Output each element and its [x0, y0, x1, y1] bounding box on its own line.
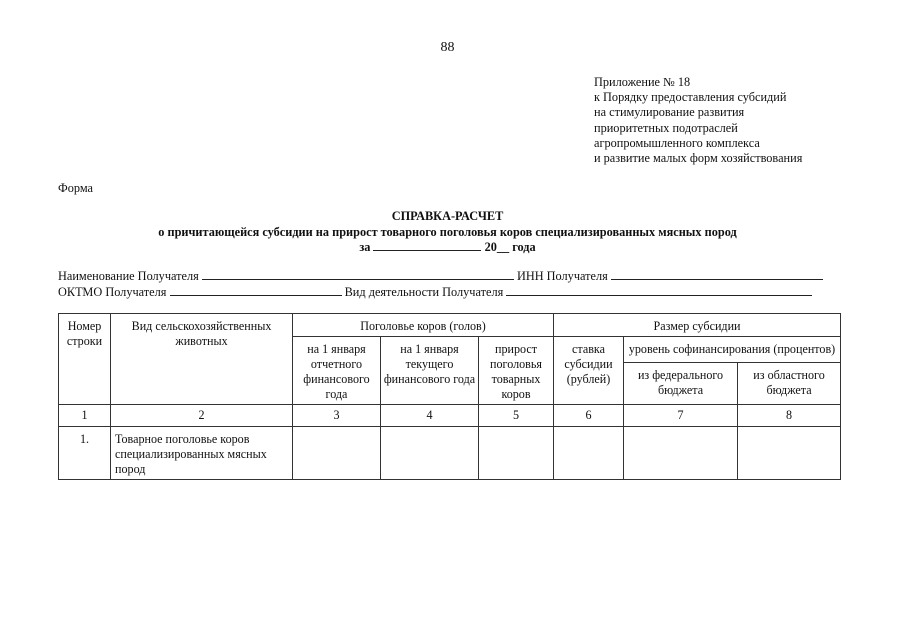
appendix-line: на стимулирование развития — [594, 105, 745, 120]
appendix-line: и развитие малых форм хозяйствования — [594, 151, 803, 166]
page-number: 88 — [440, 40, 455, 55]
federal-cell[interactable] — [624, 427, 738, 480]
header-federal: из федерального бюджета — [624, 362, 738, 404]
title-heading: СПРАВКА-РАСЧЕТ — [391, 209, 504, 223]
header-animal-type: Вид сельскохозяйственных животных — [111, 314, 293, 405]
table-row — [59, 427, 841, 480]
recipient-row — [58, 269, 823, 284]
header-growth: прирост поголовья товарных коров — [479, 337, 554, 405]
column-number: 4 — [381, 405, 479, 427]
calculation-table — [58, 313, 841, 480]
appendix-line: агропромышленного комплекса — [594, 135, 760, 150]
activity-blank[interactable] — [506, 285, 812, 296]
rate-cell[interactable] — [554, 427, 624, 480]
header-row-number: Номер строки — [59, 314, 111, 405]
appendix-line: приоритетных подотраслей — [594, 120, 738, 135]
column-number: 5 — [479, 405, 554, 427]
animal-type-cell: Товарное поголовье коров специализированных мясных пород — [111, 427, 293, 480]
period-year: 20__ года — [484, 240, 536, 254]
column-number: 1 — [59, 405, 111, 427]
oktmo-blank[interactable] — [170, 285, 342, 296]
header-regional: из областного бюджета — [738, 362, 841, 404]
header-livestock-group: Поголовье коров (голов) — [293, 314, 554, 337]
form-label: Форма — [58, 181, 93, 195]
header-rate: ставка субсидии (рублей) — [554, 337, 624, 405]
appendix-line: к Порядку предоставления субсидий — [594, 90, 787, 105]
column-number: 6 — [554, 405, 624, 427]
header-jan1-current: на 1 января текущего финансового года — [381, 337, 479, 405]
recipient-name-label: Наименование Получателя — [58, 269, 199, 283]
column-number: 2 — [111, 405, 293, 427]
period-blank[interactable] — [373, 240, 481, 251]
appendix-note — [594, 75, 802, 166]
title-period — [0, 240, 895, 256]
appendix-line: Приложение № 18 — [594, 75, 691, 89]
inn-blank[interactable] — [611, 269, 823, 280]
activity-label: Вид деятельности Получателя — [344, 285, 504, 299]
jan1-current-cell[interactable] — [381, 427, 479, 480]
inn-label: ИНН Получателя — [516, 269, 608, 283]
column-number: 7 — [624, 405, 738, 427]
column-number: 8 — [738, 405, 841, 427]
document-title — [0, 209, 895, 256]
recipient-name-blank[interactable] — [202, 269, 514, 280]
row-number-cell: 1. — [59, 427, 111, 480]
header-subsidy-group: Размер субсидии — [554, 314, 841, 337]
column-number-row — [59, 405, 841, 427]
column-number: 3 — [293, 405, 381, 427]
period-prefix: за — [359, 240, 371, 254]
regional-cell[interactable] — [738, 427, 841, 480]
jan1-reporting-cell[interactable] — [293, 427, 381, 480]
header-jan1-reporting: на 1 января отчетного финансового года — [293, 337, 381, 405]
header-cofinancing: уровень софинансирования (процентов) — [624, 337, 841, 363]
oktmo-label: ОКТМО Получателя — [58, 285, 167, 299]
growth-cell[interactable] — [479, 427, 554, 480]
title-subtitle: о причитающейся субсидии на прирост товарного поголовья коров специализированных мясных пород — [158, 224, 737, 239]
oktmo-row — [58, 285, 812, 300]
